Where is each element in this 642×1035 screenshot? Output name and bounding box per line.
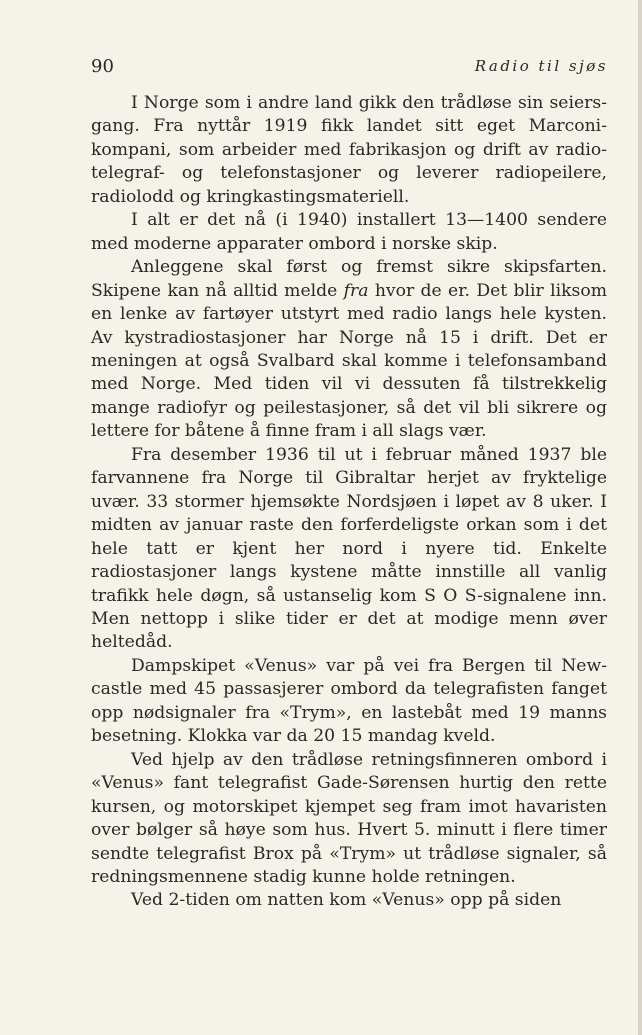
page-edge: [638, 0, 642, 1035]
paragraph-text: hvor de er. Det blir liksom en lenke av fartøyer utstyrt med radio langs hele kysten. Av kystradiostasjoner har Norge nå 15 i drift. Det er meningen at også Svalbard skal komme i telefonsamband med Norge. Med tiden vil vi dessuten få tilstrekkelig mange radiofyr og peilestasjoner, så det vil bli sikrere og lettere for båtene å finne fram i all slags vær.: [91, 280, 607, 442]
page-header: [91, 56, 608, 80]
paragraph: Fra desember 1936 til ut i februar måned 1937 ble farvannene fra Norge til Gibraltar herjet av fryktelige uvær. 33 stormer hjemsøkte Nordsjøen i løpet av 8 uker. I midten av januar raste den forferdeligste orkan som i det hele tatt er kjent her nord i nyere tid. Enkelte radiostasjoner langs kystene måtte innstille all vanlig trafikk hele døgn, så ustanselig kom S O S-signalene inn. Men nettopp i slike tider er det at modige menn øver heltedåd.: [91, 444, 607, 653]
paragraph: Ved 2-tiden om natten kom «Venus» opp på siden: [131, 890, 562, 911]
paragraph-text: Anleggene skal først og fremst sikre skipsfarten. Skipene kan nå alltid melde: [91, 257, 607, 301]
body-text: [91, 92, 607, 913]
paragraph: Dampskipet «Venus» var på vei fra Bergen til Newcastle med 45 passasjerer ombord da telegrafisten fanget opp nødsignaler fra «Trym», en lastebåt med 19 manns besetning. Klokka var da 20 15 mandag kveld.: [91, 655, 607, 747]
emphasis-text: fra: [343, 280, 369, 301]
paragraph: I alt er det nå (i 1940) installert 13—1400 sendere med moderne apparater ombord i norske skip.: [91, 210, 607, 254]
paragraph: Ved hjelp av den trådløse retningsfinneren ombord i «Venus» fant telegrafist Gade-Sørensen hurtig den rette kursen, og motorskipet kjempet seg fram imot havaristen over bølger så høye som hus. Hvert 5. minutt i flere timer sendte telegrafist Brox på «Trym» ut trådløse signaler, så redningsmennene stadig kunne holde retningen.: [91, 749, 607, 887]
running-head: Radio til sjøs: [474, 57, 608, 75]
paragraph: [91, 256, 607, 444]
page-number: 90: [91, 56, 114, 77]
paragraph: I Norge som i andre land gikk den trådløse sin seiersgang. Fra nyttår 1919 fikk landet sitt eget Marconikompani, som arbeider med fabrikasjon og drift av radiotelegraf- og telefonstasjoner og leverer radiopeilere, radiolodd og kringkastingsmateriell.: [91, 93, 607, 207]
